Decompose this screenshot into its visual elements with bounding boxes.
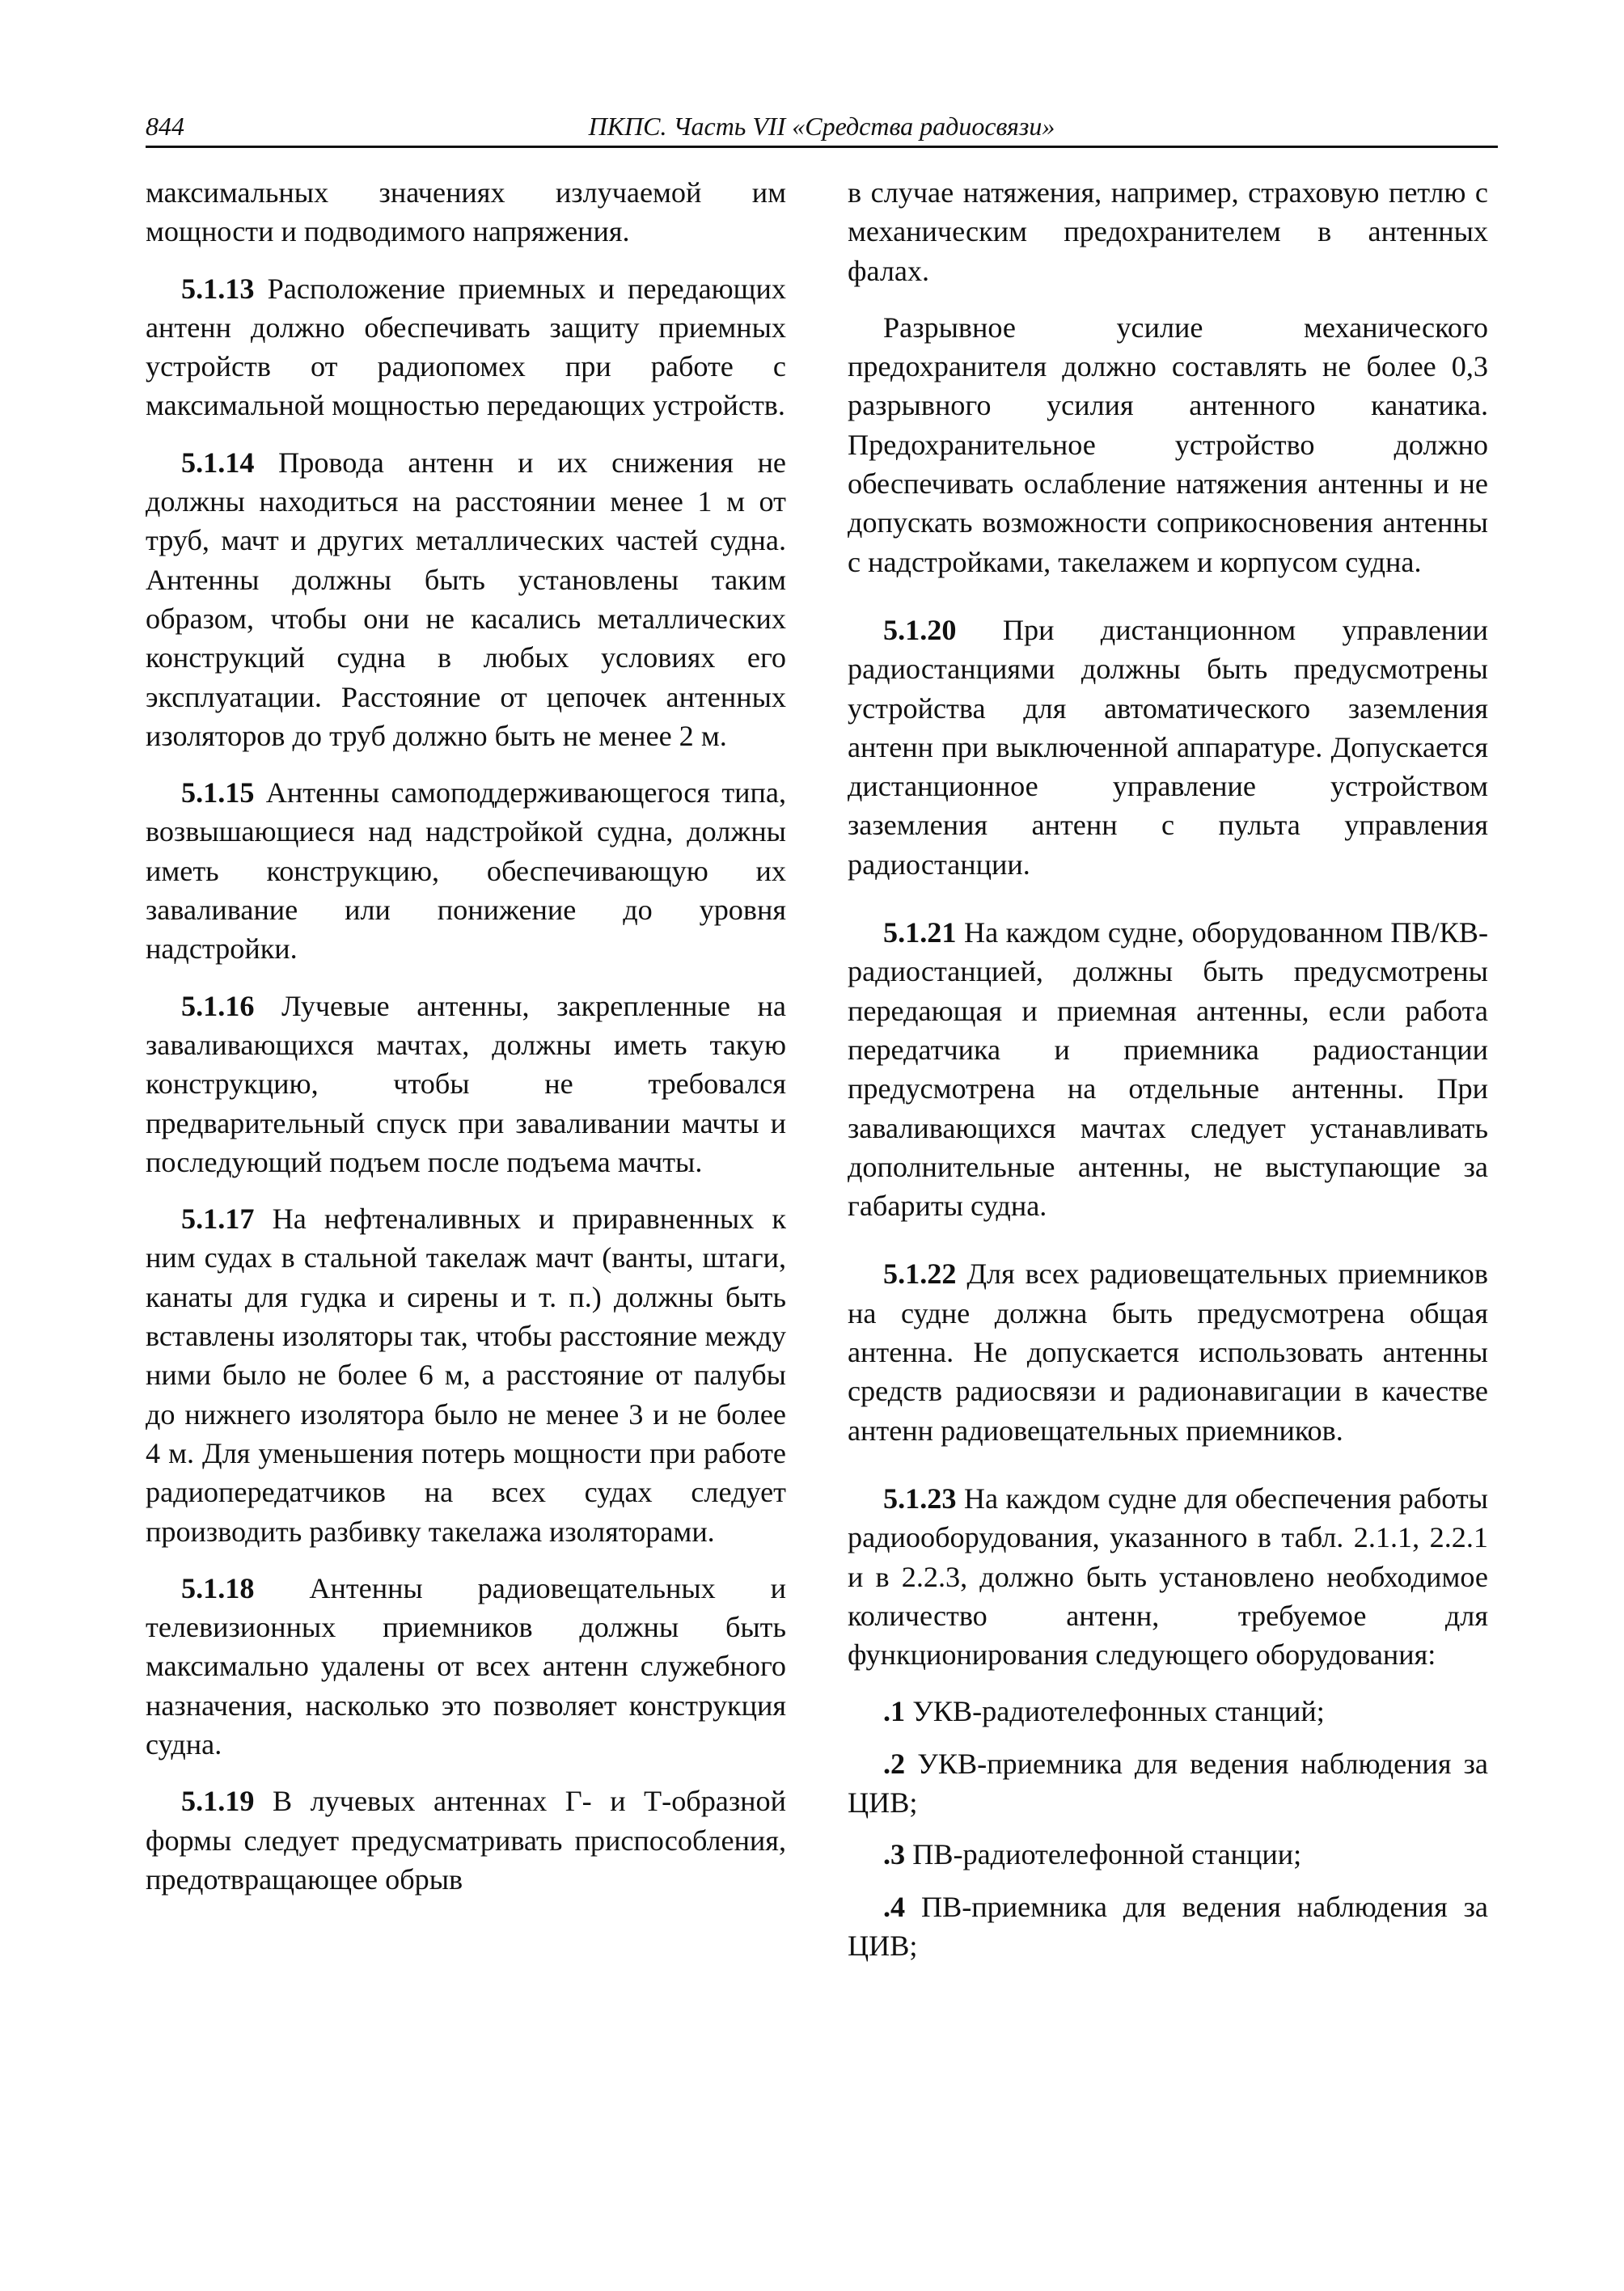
item-number: .1 [883,1695,906,1728]
clause-5-1-14 [146,443,786,755]
clause-text: На нефтеналивных и приравненных к ним судах в стальной такелаж мачт (ванты, штаги, канаты для гудка и сирены и т. п.) должны быть вставлены изоляторы так, чтобы расстояние между ними было не более 6 м, а расстояние от палубы до нижнего изолятора было не менее 3 и не более 4 м. Для уменьшения потерь мощности при работе радиопередатчиков на всех судах следует производить разбивку такелажа изоляторами. [146,1203,786,1548]
clause-5-1-20 [848,611,1488,884]
clause-number: 5.1.23 [883,1482,957,1515]
running-title: ПКПС. Часть VII «Средства радиосвязи» [588,112,1055,141]
item-text: УКВ-радиотелефонных станций; [905,1695,1325,1728]
clause-number: 5.1.22 [883,1258,957,1291]
clause-5-1-22 [848,1254,1488,1449]
clause-5-1-18 [146,1569,786,1764]
clause-5-1-21 [848,913,1488,1225]
item-text: ПВ-радиотелефонной станции; [905,1838,1302,1871]
clause-5-1-16 [146,987,786,1181]
running-header [146,110,1498,148]
item-number: .2 [883,1747,906,1780]
clause-5-1-15 [146,773,786,968]
paragraph-continuation: максимальных значениях излучаемой им мощности и подводимого напряжения. [146,176,786,248]
item-text: ПВ-приемника для ведения наблюдения за ЦИВ; [848,1890,1488,1962]
list-item [848,1835,1488,1874]
clause-text: Расположение приемных и передающих антенн должно обеспечивать защиту приемных устройств от радиопомех при работе с максимальной мощностью передающих устройств. [146,272,786,422]
clause-text: В лучевых антеннах Г- и Т-образной формы следует предусматривать приспособления, предотвращающее обрыв [146,1785,786,1896]
clause-number: 5.1.15 [181,776,255,809]
clause-5-1-19 [146,1782,786,1899]
left-column [146,173,786,1917]
clause-number: 5.1.16 [181,989,255,1022]
clause-text: На каждом судне для обеспечения работы радиооборудования, указанного в табл. 2.1.1, 2.2.1 и в 2.2.3, должно быть установлено необходимое количество антенн, требуемое для функционирования следующего оборудования: [848,1482,1488,1672]
clause-number: 5.1.20 [883,613,957,646]
clause-number: 5.1.18 [181,1571,255,1604]
list-item [848,1692,1488,1731]
paragraph-fuse-strength: Разрывное усилие механического предохранителя должно составлять не более 0,3 разрывного усилия антенного канатика. Предохранительное устройство должно обеспечивать ослабление натяжения антенны и не допускать возможности соприкосновения антенны с надстройками, такелажем и корпусом судна. [848,311,1488,578]
clause-text: Для всех радиовещательных приемников на судне должна быть предусмотрена общая антенна. Не допускается использовать антенны средств радиосвязи и радионавигации в качестве антенн радиовещательных приемников. [848,1258,1488,1447]
clause-number: 5.1.14 [181,446,255,479]
clause-number: 5.1.21 [883,916,957,949]
clause-text: Антенны радиовещательных и телевизионных приемников должны быть максимально удалены от всех антенн служебного назначения, насколько это позволяет конструкция судна. [146,1571,786,1761]
clause-text: Лучевые антенны, закрепленные на заваливающихся мачтах, должны иметь такую конструкцию, чтобы не требовался предварительный спуск при заваливании мачты и последующий подъем после подъема мачты. [146,989,786,1178]
page-number: 844 [146,112,184,141]
clause-5-1-23 [848,1479,1488,1674]
clause-text: На каждом судне, оборудованном ПВ/КВ-радиостанцией, должны быть предусмотрены передающая и приемная антенны, если работа передатчика и приемника радиостанции предусмотрена на отдельные антенны. При заваливающихся мачтах следует устанавливать дополнительные антенны, не выступающие за габариты судна. [848,916,1488,1223]
paragraph-continuation: в случае натяжения, например, страховую петлю с механическим предохранителем в антенных фалах. [848,176,1488,287]
clause-number: 5.1.13 [181,272,255,305]
item-number: .4 [883,1890,906,1923]
clause-5-1-13 [146,269,786,425]
clause-number: 5.1.17 [181,1203,255,1236]
item-number: .3 [883,1838,906,1871]
clause-number: 5.1.19 [181,1785,255,1818]
list-item [848,1887,1488,1966]
clause-text: Провода антенн и их снижения не должны находиться на расстоянии менее 1 м от труб, мачт и других металлических частей судна. Антенны должны быть установлены таким образом, чтобы они не касались металлических конструкций судна в любых условиях его эксплуатации. Расстояние от цепочек антенных изоляторов до труб должно быть не менее 2 м. [146,446,786,752]
clause-5-1-17 [146,1199,786,1551]
list-item [848,1744,1488,1823]
clause-text: При дистанционном управлении радиостанциями должны быть предусмотрены устройства для автоматического заземления антенн при выключенной аппаратуре. Допускается дистанционное управление устройством заземления антенн с пульта управления радиостанции. [848,613,1488,881]
right-column [848,173,1488,1978]
clause-text: Антенны самоподдерживающегося типа, возвышающиеся над надстройкой судна, должны иметь конструкцию, обеспечивающую их заваливание или понижение до уровня надстройки. [146,776,786,966]
item-text: УКВ-приемника для ведения наблюдения за ЦИВ; [848,1747,1488,1819]
